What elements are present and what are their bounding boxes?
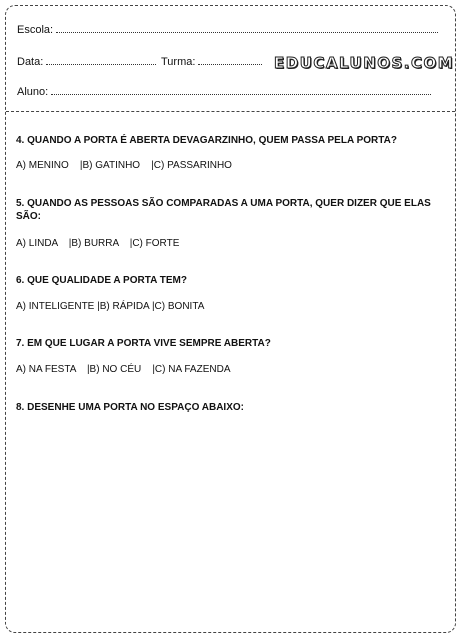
school-line[interactable] xyxy=(56,31,438,33)
header-divider xyxy=(6,111,455,112)
question-6: 6. QUE QUALIDADE A PORTA TEM? xyxy=(16,275,187,286)
question-7-options: A) NA FESTA |B) NO CÉU |C) NA FAZENDA xyxy=(16,364,231,375)
class-label: Turma: xyxy=(161,56,196,68)
school-label: Escola: xyxy=(17,24,54,36)
class-line[interactable] xyxy=(198,63,262,65)
educalunos-logo: EDUCALUNOS.COM xyxy=(274,54,455,72)
date-field xyxy=(17,56,156,68)
date-label: Data: xyxy=(17,56,44,68)
question-8: 8. DESENHE UMA PORTA NO ESPAÇO ABAIXO: xyxy=(16,402,244,413)
worksheet xyxy=(5,5,456,633)
question-7: 7. EM QUE LUGAR A PORTA VIVE SEMPRE ABERTA? xyxy=(16,338,271,349)
question-4: 4. QUANDO A PORTA É ABERTA DEVAGARZINHO, QUEM PASSA PELA PORTA? xyxy=(16,135,397,146)
drawing-area[interactable] xyxy=(16,421,446,621)
question-4-options: A) MENINO |B) GATINHO |C) PASSARINHO xyxy=(16,160,232,171)
student-field xyxy=(17,86,431,98)
header xyxy=(6,6,455,111)
question-6-options: A) INTELIGENTE |B) RÁPIDA |C) BONITA xyxy=(16,301,205,312)
date-line[interactable] xyxy=(46,63,156,65)
question-5: 5. QUANDO AS PESSOAS SÃO COMPARADAS A UMA PORTA, QUER DIZER QUE ELAS SÃO: xyxy=(16,198,431,222)
class-field xyxy=(161,56,262,68)
question-5-options: A) LINDA |B) BURRA |C) FORTE xyxy=(16,238,180,249)
school-field xyxy=(17,24,438,36)
student-label: Aluno: xyxy=(17,86,49,98)
student-line[interactable] xyxy=(51,93,431,95)
